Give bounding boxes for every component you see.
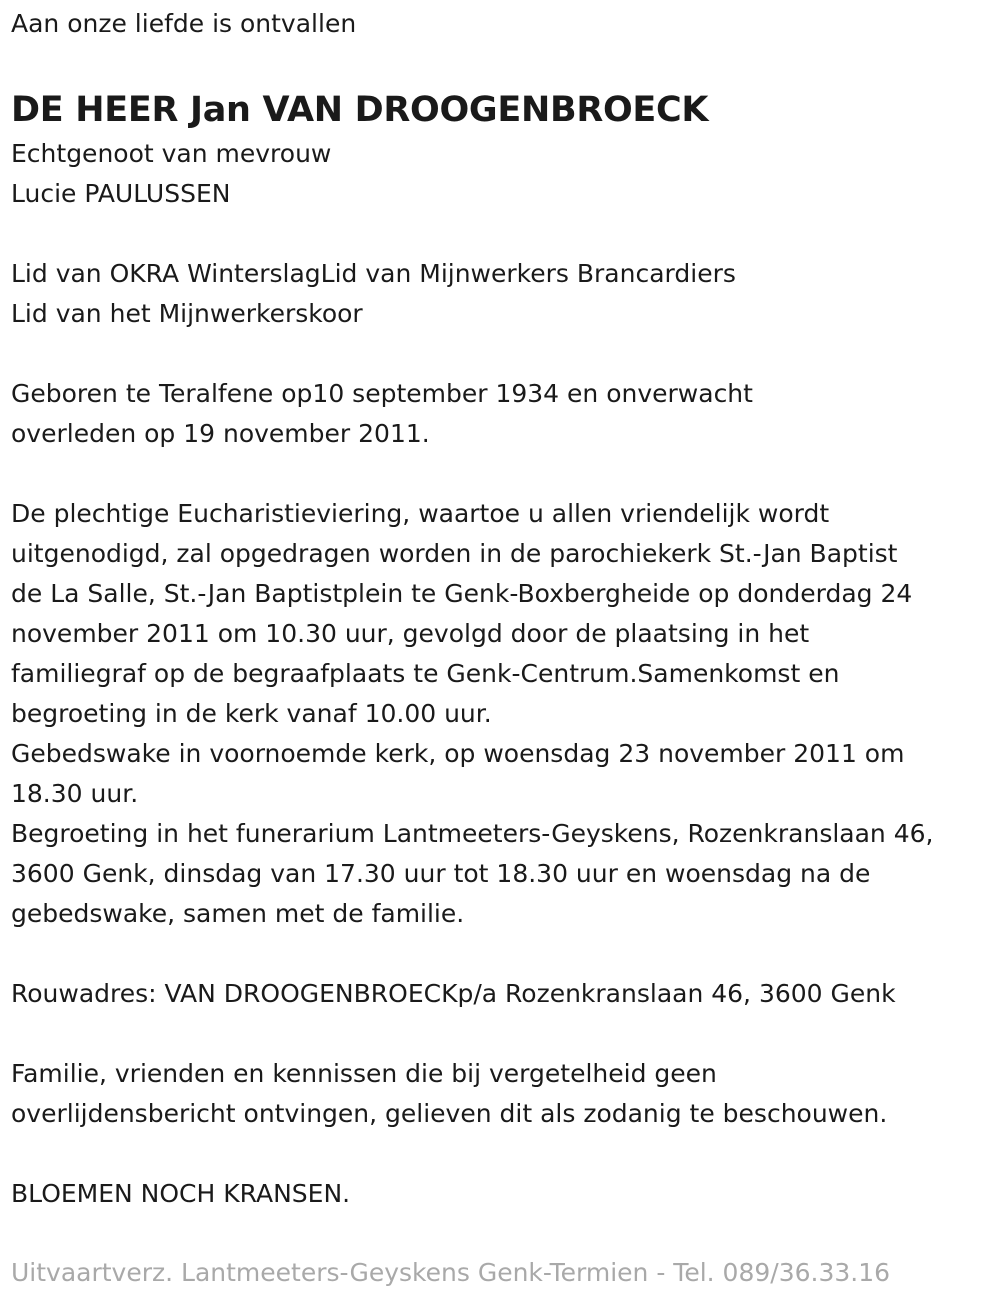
notice-line: overlijdensbericht ontvingen, gelieven dit als zodanig te beschouwen. <box>11 1099 888 1128</box>
mourning-address: Rouwadres: VAN DROOGENBROECKp/a Rozenkranslaan 46, 3600 Genk <box>11 979 896 1008</box>
spacer <box>11 334 996 374</box>
visitation-line: 3600 Genk, dinsdag van 17.30 uur tot 18.30 uur en woensdag na de <box>11 859 871 888</box>
membership-line: Lid van het Mijnwerkerskoor <box>11 299 363 328</box>
membership-line: Lid van OKRA WinterslagLid van Mijnwerkers Brancardiers <box>11 259 736 288</box>
death-notice <box>11 4 996 1214</box>
notice-line: Familie, vrienden en kennissen die bij vergetelheid geen <box>11 1059 717 1088</box>
spouse-line: Echtgenoot van mevrouw <box>11 139 332 168</box>
wake-line: Gebedswake in voornoemde kerk, op woensdag 23 november 2011 om <box>11 739 905 768</box>
intro-text: Aan onze liefde is ontvallen <box>11 9 357 38</box>
ceremony-line: De plechtige Eucharistieviering, waartoe u allen vriendelijk wordt <box>11 499 830 528</box>
funeral-home-footer: Uitvaartverz. Lantmeeters-Geyskens Genk-Termien - Tel. 089/36.33.16 <box>11 1258 891 1287</box>
spacer <box>11 1014 996 1054</box>
birth-death-line: Geboren te Teralfene op10 september 1934 en onverwacht <box>11 379 753 408</box>
visitation-line: gebedswake, samen met de familie. <box>11 899 465 928</box>
spouse-name: Lucie PAULUSSEN <box>11 179 231 208</box>
ceremony-line: begroeting in de kerk vanaf 10.00 uur. <box>11 699 492 728</box>
ceremony-line: november 2011 om 10.30 uur, gevolgd door de plaatsing in het <box>11 619 810 648</box>
spacer <box>11 1134 996 1174</box>
ceremony-line: uitgenodigd, zal opgedragen worden in de parochiekerk St.-Jan Baptist <box>11 539 898 568</box>
spacer <box>11 934 996 974</box>
ceremony-line: familiegraf op de begraafplaats te Genk-Centrum.Samenkomst en <box>11 659 840 688</box>
flowers-notice: BLOEMEN NOCH KRANSEN. <box>11 1179 351 1208</box>
spacer <box>11 454 996 494</box>
visitation-line: Begroeting in het funerarium Lantmeeters-Geyskens, Rozenkranslaan 46, <box>11 819 934 848</box>
ceremony-line: de La Salle, St.-Jan Baptistplein te Genk-Boxbergheide op donderdag 24 <box>11 579 913 608</box>
spacer <box>11 214 996 254</box>
wake-line: 18.30 uur. <box>11 779 139 808</box>
deceased-name: DE HEER Jan VAN DROOGENBROECK <box>11 90 709 130</box>
birth-death-line: overleden op 19 november 2011. <box>11 419 430 448</box>
